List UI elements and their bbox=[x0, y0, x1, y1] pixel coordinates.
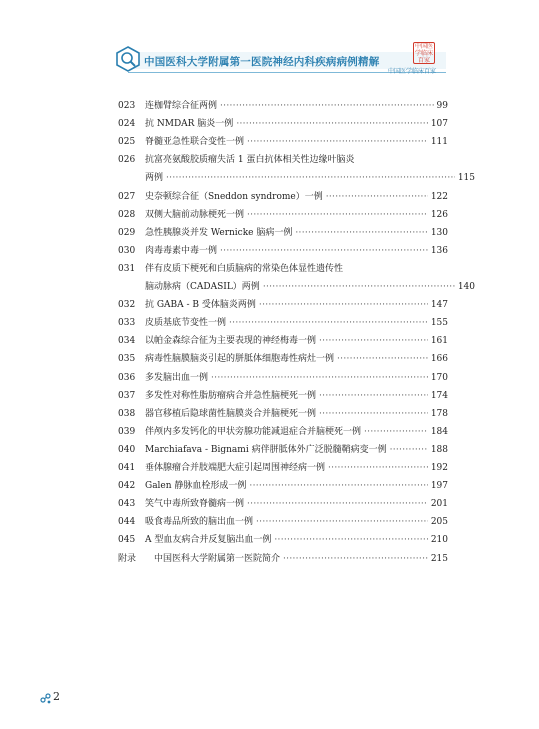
toc-page: 115 bbox=[457, 173, 475, 184]
toc-leader bbox=[247, 498, 428, 510]
toc-leader bbox=[319, 408, 428, 420]
toc-page: 161 bbox=[430, 336, 448, 347]
toc-number: 043 bbox=[118, 499, 136, 510]
toc-entry[interactable] bbox=[118, 498, 448, 510]
toc-page: 184 bbox=[430, 426, 448, 437]
toc-leader bbox=[256, 516, 428, 528]
toc-page: 197 bbox=[430, 481, 448, 492]
toc-number: 024 bbox=[118, 119, 136, 130]
toc-page: 147 bbox=[430, 300, 448, 311]
toc-page: 126 bbox=[430, 209, 448, 220]
toc-leader bbox=[259, 299, 428, 311]
toc-leader bbox=[390, 444, 428, 456]
toc-entry[interactable] bbox=[118, 191, 448, 203]
toc-entry[interactable] bbox=[118, 100, 448, 112]
toc-title: 抗富亮氨酸胶质瘤失活 1 蛋白抗体相关性边缘叶脑炎 bbox=[145, 155, 355, 166]
toc-entry[interactable] bbox=[118, 408, 448, 420]
toc-page: 174 bbox=[430, 390, 448, 401]
toc-page: 140 bbox=[457, 282, 475, 292]
toc-number: 032 bbox=[118, 300, 136, 311]
toc-title: 垂体腺瘤合并肢端肥大症引起周围神经病一例 bbox=[145, 463, 326, 473]
toc-leader bbox=[319, 335, 428, 347]
toc-number: 037 bbox=[118, 390, 136, 401]
toc-leader bbox=[337, 353, 428, 365]
toc-entry[interactable] bbox=[118, 335, 448, 347]
toc-page: 99 bbox=[436, 101, 448, 111]
toc-page: 166 bbox=[430, 354, 448, 365]
toc-entry-continuation[interactable] bbox=[118, 172, 475, 184]
toc-page: 111 bbox=[430, 137, 448, 148]
toc-leader bbox=[229, 317, 428, 329]
toc-number: 033 bbox=[118, 318, 136, 329]
toc-number: 034 bbox=[118, 336, 136, 347]
toc-leader bbox=[295, 227, 427, 239]
toc-leader bbox=[211, 372, 428, 384]
toc-page: 155 bbox=[430, 318, 448, 329]
toc-leader bbox=[220, 100, 434, 112]
toc-title: 抗 GABA - B 受体脑炎两例 bbox=[145, 300, 256, 311]
toc-title: 脊髓亚急性联合变性一例 bbox=[145, 137, 245, 148]
toc-number: 041 bbox=[118, 463, 136, 473]
toc-leader bbox=[274, 534, 427, 546]
toc-page: 136 bbox=[430, 245, 448, 256]
toc-page: 210 bbox=[430, 535, 448, 546]
toc-entry[interactable] bbox=[118, 227, 448, 239]
toc-title: Galen 静脉血栓形成一例 bbox=[145, 481, 247, 492]
toc-number: 027 bbox=[118, 191, 136, 202]
toc-page: 107 bbox=[430, 119, 448, 130]
toc-number: 038 bbox=[118, 408, 136, 419]
toc-entry[interactable] bbox=[118, 462, 448, 474]
toc-title: A 型血友病合并反复脑出血一例 bbox=[145, 535, 272, 546]
toc-title: 抗 NMDAR 脑炎一例 bbox=[145, 119, 234, 130]
toc-entry[interactable] bbox=[118, 245, 448, 257]
toc-title-continued: 两例 bbox=[145, 173, 164, 184]
toc-leader bbox=[328, 462, 428, 474]
molecule-icon bbox=[40, 692, 52, 704]
microscope-logo-icon bbox=[115, 46, 141, 72]
header-title: 中国医科大学附属第一医院神经内科疾病病例精解 bbox=[144, 56, 380, 68]
toc-entry[interactable] bbox=[118, 263, 448, 275]
toc-entry[interactable] bbox=[118, 444, 448, 456]
appendix-title: 中国医科大学附属第一医院简介 bbox=[154, 553, 281, 564]
toc-title: 伴颅内多发钙化的甲状旁腺功能减退症合并脑梗死一例 bbox=[145, 426, 362, 437]
toc-entry[interactable] bbox=[118, 154, 448, 166]
toc-number: 044 bbox=[118, 517, 136, 528]
toc-number: 030 bbox=[118, 245, 136, 256]
toc-number: 031 bbox=[118, 263, 136, 274]
toc-number: 045 bbox=[118, 535, 136, 546]
toc-leader bbox=[236, 118, 428, 130]
toc-page: 122 bbox=[430, 191, 448, 202]
toc-title: 连枷臂综合征两例 bbox=[145, 101, 218, 111]
toc-leader bbox=[247, 209, 428, 221]
toc-number: 026 bbox=[118, 155, 136, 166]
toc-leader bbox=[166, 172, 455, 184]
toc-page: 205 bbox=[430, 517, 448, 528]
toc-entry[interactable] bbox=[118, 480, 448, 492]
toc-number: 039 bbox=[118, 426, 136, 437]
series-name: 中国医学临床百家 bbox=[388, 68, 437, 75]
toc-entry[interactable] bbox=[118, 372, 448, 384]
toc-title: Marchiafava - Bignami 病伴胼胝体外广泛脱髓鞘病变一例 bbox=[145, 444, 387, 455]
toc-entry[interactable] bbox=[118, 390, 448, 402]
toc-leader bbox=[263, 281, 455, 293]
toc-page: 201 bbox=[430, 499, 448, 510]
appendix-page: 215 bbox=[430, 553, 448, 564]
toc-title: 多发脑出血一例 bbox=[145, 372, 209, 383]
toc-title: 肉毒毒素中毒一例 bbox=[145, 245, 218, 256]
toc-number: 025 bbox=[118, 137, 136, 148]
appendix-label: 附录 bbox=[118, 553, 137, 564]
toc-title: 伴有皮质下梗死和白质脑病的常染色体显性遗传性 bbox=[145, 263, 344, 274]
toc-title: 以帕金森综合征为主要表现的神经梅毒一例 bbox=[145, 336, 317, 347]
toc-entry[interactable] bbox=[118, 136, 448, 148]
toc-title-continued: 脑动脉病（CADASIL）两例 bbox=[145, 282, 260, 292]
toc-title: 双侧大脑前动脉梗死一例 bbox=[145, 209, 245, 220]
toc-leader bbox=[364, 426, 428, 438]
toc-title: 吸食毒品所致的脑出血一例 bbox=[145, 517, 254, 528]
toc-page: 192 bbox=[430, 463, 448, 473]
toc-number: 040 bbox=[118, 444, 136, 455]
toc-number: 029 bbox=[118, 227, 136, 238]
toc-title: 器官移植后隐球菌性脑膜炎合并脑梗死一例 bbox=[145, 408, 317, 419]
toc-leader bbox=[326, 191, 428, 203]
series-stamp: 中国医学临床百家 bbox=[415, 42, 434, 64]
toc-title: 史奈顿综合征（Sneddon syndrome）一例 bbox=[145, 191, 323, 202]
page-header bbox=[0, 0, 539, 78]
page-number: 2 bbox=[53, 690, 60, 703]
toc-number: 042 bbox=[118, 481, 136, 492]
toc-title: 急性胰腺炎并发 Wernicke 脑病一例 bbox=[145, 227, 293, 238]
toc-number: 023 bbox=[118, 101, 136, 111]
toc-appendix-entry[interactable] bbox=[118, 553, 448, 565]
toc-entry[interactable] bbox=[118, 426, 448, 438]
toc-page: 188 bbox=[430, 444, 448, 455]
toc-entry[interactable] bbox=[118, 353, 448, 365]
toc-page: 170 bbox=[430, 372, 448, 383]
toc-page: 178 bbox=[430, 408, 448, 419]
toc-title: 病毒性脑膜脑炎引起的胼胝体细胞毒性病灶一例 bbox=[145, 354, 335, 365]
toc-entry[interactable] bbox=[118, 299, 448, 311]
toc-title: 皮质基底节变性一例 bbox=[145, 318, 227, 329]
toc-number: 035 bbox=[118, 354, 136, 365]
toc-title: 多发性对称性脂肪瘤病合并急性脑梗死一例 bbox=[145, 390, 317, 401]
toc-title: 笑气中毒所致脊髓病一例 bbox=[145, 499, 245, 510]
toc-entry-continuation[interactable] bbox=[118, 281, 475, 293]
toc-entry[interactable] bbox=[118, 516, 448, 528]
toc-leader bbox=[247, 136, 428, 148]
toc-page: 130 bbox=[430, 227, 448, 238]
toc-leader bbox=[220, 245, 428, 257]
toc-number: 036 bbox=[118, 372, 136, 383]
toc-entry[interactable] bbox=[118, 534, 448, 546]
toc-entry[interactable] bbox=[118, 209, 448, 221]
toc-entry[interactable] bbox=[118, 317, 448, 329]
toc-entry[interactable] bbox=[118, 118, 448, 130]
toc-leader bbox=[249, 480, 427, 492]
toc-leader bbox=[319, 390, 428, 402]
toc-leader bbox=[283, 553, 428, 565]
toc-number: 028 bbox=[118, 209, 136, 220]
